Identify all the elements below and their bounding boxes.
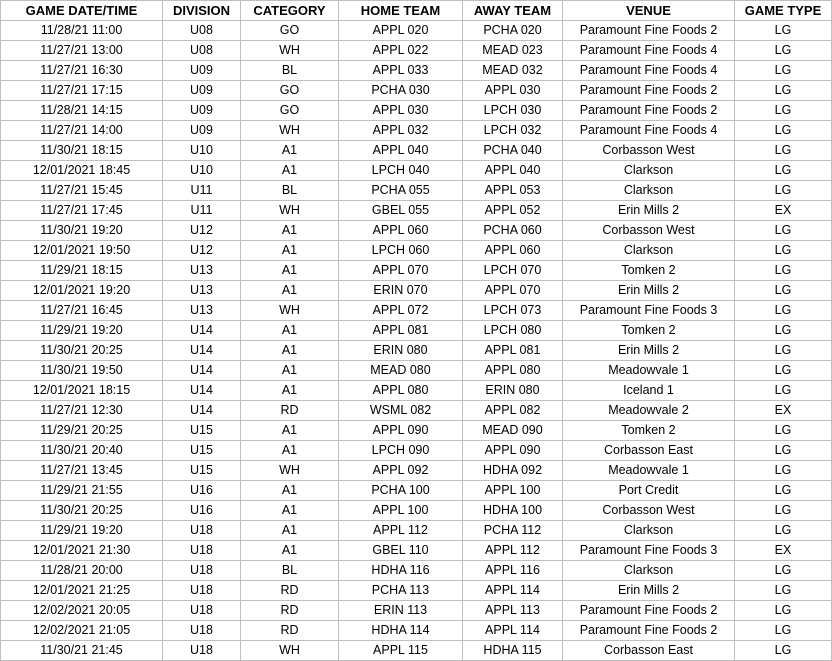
cell-away-team: APPL 052 [463,201,563,221]
column-header-away-team: AWAY TEAM [463,1,563,21]
cell-division: U16 [163,481,241,501]
cell-venue: Iceland 1 [563,381,735,401]
cell-venue: Corbasson East [563,441,735,461]
cell-venue: Paramount Fine Foods 4 [563,61,735,81]
cell-game-date-time: 12/01/2021 18:15 [1,381,163,401]
cell-home-team: APPL 060 [339,221,463,241]
cell-away-team: LPCH 070 [463,261,563,281]
cell-away-team: APPL 030 [463,81,563,101]
table-row [1,41,832,61]
table-row [1,81,832,101]
cell-division: U13 [163,301,241,321]
cell-venue: Corbasson West [563,221,735,241]
table-row [1,481,832,501]
cell-division: U16 [163,501,241,521]
cell-venue: Paramount Fine Foods 3 [563,301,735,321]
cell-home-team: APPL 112 [339,521,463,541]
cell-away-team: APPL 040 [463,161,563,181]
cell-division: U09 [163,61,241,81]
table-row [1,261,832,281]
cell-game-date-time: 11/30/21 20:25 [1,341,163,361]
cell-division: U11 [163,181,241,201]
cell-away-team: APPL 112 [463,541,563,561]
cell-home-team: APPL 090 [339,421,463,441]
table-row [1,21,832,41]
cell-game-date-time: 11/29/21 19:20 [1,321,163,341]
cell-category: A1 [241,481,339,501]
cell-home-team: MEAD 080 [339,361,463,381]
cell-category: RD [241,601,339,621]
cell-away-team: APPL 116 [463,561,563,581]
cell-game-type: LG [735,321,832,341]
cell-game-type: LG [735,561,832,581]
table-row [1,601,832,621]
cell-home-team: PCHA 113 [339,581,463,601]
cell-game-type: LG [735,81,832,101]
cell-game-date-time: 11/30/21 19:50 [1,361,163,381]
cell-venue: Corbasson East [563,641,735,661]
cell-game-date-time: 12/01/2021 19:20 [1,281,163,301]
cell-game-type: LG [735,261,832,281]
table-row [1,241,832,261]
column-header-venue: VENUE [563,1,735,21]
cell-home-team: APPL 032 [339,121,463,141]
table-row [1,141,832,161]
cell-game-type: LG [735,121,832,141]
cell-category: A1 [241,521,339,541]
cell-game-type: LG [735,21,832,41]
cell-home-team: LPCH 090 [339,441,463,461]
cell-game-type: LG [735,601,832,621]
cell-category: WH [241,41,339,61]
cell-game-type: LG [735,521,832,541]
table-body [1,21,832,661]
table-row [1,541,832,561]
cell-category: GO [241,101,339,121]
cell-home-team: PCHA 055 [339,181,463,201]
cell-game-date-time: 11/29/21 18:15 [1,261,163,281]
cell-venue: Tomken 2 [563,261,735,281]
cell-away-team: APPL 082 [463,401,563,421]
cell-division: U08 [163,41,241,61]
cell-home-team: LPCH 060 [339,241,463,261]
cell-category: RD [241,621,339,641]
table-row [1,61,832,81]
cell-game-date-time: 11/29/21 21:55 [1,481,163,501]
cell-venue: Paramount Fine Foods 2 [563,101,735,121]
cell-game-date-time: 12/01/2021 19:50 [1,241,163,261]
cell-game-date-time: 11/30/21 19:20 [1,221,163,241]
cell-game-date-time: 11/29/21 20:25 [1,421,163,441]
cell-away-team: PCHA 060 [463,221,563,241]
cell-category: GO [241,81,339,101]
cell-category: A1 [241,501,339,521]
cell-venue: Clarkson [563,521,735,541]
column-header-game-date-time: GAME DATE/TIME [1,1,163,21]
cell-game-date-time: 11/27/21 12:30 [1,401,163,421]
cell-away-team: LPCH 032 [463,121,563,141]
cell-home-team: WSML 082 [339,401,463,421]
cell-away-team: APPL 060 [463,241,563,261]
table-row [1,341,832,361]
cell-division: U08 [163,21,241,41]
cell-division: U09 [163,81,241,101]
cell-division: U11 [163,201,241,221]
table-row [1,221,832,241]
cell-division: U14 [163,321,241,341]
cell-game-date-time: 11/30/21 20:40 [1,441,163,461]
cell-division: U15 [163,461,241,481]
cell-venue: Erin Mills 2 [563,341,735,361]
cell-game-date-time: 11/27/21 17:45 [1,201,163,221]
table-row [1,161,832,181]
cell-away-team: APPL 070 [463,281,563,301]
cell-venue: Paramount Fine Foods 3 [563,541,735,561]
cell-game-date-time: 11/30/21 18:15 [1,141,163,161]
table-row [1,501,832,521]
cell-venue: Clarkson [563,161,735,181]
cell-away-team: LPCH 030 [463,101,563,121]
cell-game-type: LG [735,381,832,401]
cell-venue: Meadowvale 1 [563,361,735,381]
table-row [1,101,832,121]
cell-category: A1 [241,321,339,341]
cell-game-type: LG [735,641,832,661]
cell-away-team: HDHA 092 [463,461,563,481]
cell-venue: Clarkson [563,181,735,201]
cell-game-date-time: 12/01/2021 21:30 [1,541,163,561]
table-row [1,321,832,341]
cell-home-team: APPL 092 [339,461,463,481]
cell-division: U18 [163,601,241,621]
cell-category: A1 [241,141,339,161]
cell-game-date-time: 11/28/21 14:15 [1,101,163,121]
cell-category: A1 [241,221,339,241]
cell-game-type: EX [735,541,832,561]
cell-category: BL [241,561,339,581]
cell-category: WH [241,641,339,661]
cell-home-team: APPL 115 [339,641,463,661]
cell-category: A1 [241,241,339,261]
cell-game-date-time: 12/01/2021 18:45 [1,161,163,181]
cell-division: U12 [163,241,241,261]
cell-game-type: LG [735,221,832,241]
cell-away-team: PCHA 112 [463,521,563,541]
cell-away-team: MEAD 023 [463,41,563,61]
cell-division: U18 [163,561,241,581]
cell-home-team: APPL 020 [339,21,463,41]
cell-away-team: LPCH 080 [463,321,563,341]
cell-away-team: MEAD 032 [463,61,563,81]
table-row [1,461,832,481]
cell-game-type: LG [735,341,832,361]
cell-game-type: LG [735,481,832,501]
cell-game-date-time: 11/27/21 13:00 [1,41,163,61]
cell-game-type: LG [735,461,832,481]
cell-home-team: APPL 100 [339,501,463,521]
table-row [1,301,832,321]
cell-home-team: HDHA 114 [339,621,463,641]
table-row [1,361,832,381]
cell-division: U18 [163,641,241,661]
cell-division: U14 [163,341,241,361]
table-row [1,561,832,581]
cell-away-team: LPCH 073 [463,301,563,321]
cell-game-type: LG [735,61,832,81]
cell-venue: Paramount Fine Foods 2 [563,81,735,101]
cell-category: A1 [241,161,339,181]
cell-venue: Erin Mills 2 [563,281,735,301]
cell-category: A1 [241,541,339,561]
column-header-category: CATEGORY [241,1,339,21]
cell-division: U18 [163,581,241,601]
cell-venue: Erin Mills 2 [563,581,735,601]
cell-away-team: HDHA 100 [463,501,563,521]
cell-game-date-time: 11/30/21 20:25 [1,501,163,521]
cell-venue: Meadowvale 2 [563,401,735,421]
cell-venue: Corbasson West [563,501,735,521]
cell-category: BL [241,61,339,81]
cell-division: U15 [163,441,241,461]
cell-game-type: LG [735,101,832,121]
cell-game-date-time: 11/27/21 15:45 [1,181,163,201]
cell-game-type: LG [735,281,832,301]
cell-game-type: LG [735,621,832,641]
table-row [1,181,832,201]
cell-home-team: ERIN 070 [339,281,463,301]
cell-venue: Paramount Fine Foods 4 [563,41,735,61]
cell-away-team: APPL 114 [463,621,563,641]
cell-away-team: MEAD 090 [463,421,563,441]
cell-game-date-time: 11/28/21 11:00 [1,21,163,41]
cell-division: U09 [163,121,241,141]
cell-game-type: LG [735,161,832,181]
cell-home-team: PCHA 100 [339,481,463,501]
cell-home-team: PCHA 030 [339,81,463,101]
cell-venue: Erin Mills 2 [563,201,735,221]
cell-division: U13 [163,261,241,281]
cell-venue: Tomken 2 [563,421,735,441]
cell-game-date-time: 11/27/21 13:45 [1,461,163,481]
table-row [1,381,832,401]
cell-venue: Corbasson West [563,141,735,161]
cell-division: U10 [163,141,241,161]
cell-category: RD [241,581,339,601]
cell-division: U13 [163,281,241,301]
table-row [1,621,832,641]
cell-category: A1 [241,381,339,401]
cell-category: WH [241,301,339,321]
cell-game-date-time: 12/01/2021 21:25 [1,581,163,601]
table-row [1,421,832,441]
cell-game-date-time: 11/28/21 20:00 [1,561,163,581]
cell-away-team: APPL 081 [463,341,563,361]
cell-game-type: EX [735,401,832,421]
cell-category: A1 [241,261,339,281]
cell-home-team: APPL 022 [339,41,463,61]
cell-division: U09 [163,101,241,121]
cell-category: RD [241,401,339,421]
cell-venue: Clarkson [563,561,735,581]
cell-venue: Tomken 2 [563,321,735,341]
cell-away-team: APPL 090 [463,441,563,461]
cell-game-date-time: 11/27/21 16:30 [1,61,163,81]
cell-game-type: LG [735,441,832,461]
cell-category: WH [241,121,339,141]
column-header-home-team: HOME TEAM [339,1,463,21]
cell-home-team: APPL 081 [339,321,463,341]
column-header-division: DIVISION [163,1,241,21]
cell-home-team: APPL 030 [339,101,463,121]
cell-home-team: APPL 040 [339,141,463,161]
cell-game-type: EX [735,201,832,221]
cell-division: U14 [163,381,241,401]
cell-game-date-time: 11/27/21 17:15 [1,81,163,101]
cell-home-team: ERIN 113 [339,601,463,621]
cell-away-team: ERIN 080 [463,381,563,401]
cell-away-team: PCHA 020 [463,21,563,41]
cell-category: A1 [241,281,339,301]
cell-venue: Clarkson [563,241,735,261]
cell-division: U15 [163,421,241,441]
cell-game-date-time: 11/29/21 19:20 [1,521,163,541]
table-row [1,521,832,541]
cell-category: A1 [241,361,339,381]
cell-category: A1 [241,421,339,441]
cell-home-team: APPL 033 [339,61,463,81]
cell-venue: Paramount Fine Foods 2 [563,21,735,41]
cell-venue: Port Credit [563,481,735,501]
table-row [1,121,832,141]
cell-venue: Paramount Fine Foods 4 [563,121,735,141]
cell-division: U10 [163,161,241,181]
cell-home-team: APPL 070 [339,261,463,281]
cell-game-type: LG [735,301,832,321]
table-row [1,441,832,461]
cell-away-team: APPL 080 [463,361,563,381]
cell-home-team: GBEL 110 [339,541,463,561]
cell-home-team: GBEL 055 [339,201,463,221]
cell-home-team: ERIN 080 [339,341,463,361]
cell-home-team: APPL 072 [339,301,463,321]
cell-category: BL [241,181,339,201]
cell-home-team: HDHA 116 [339,561,463,581]
table-row [1,281,832,301]
cell-division: U12 [163,221,241,241]
cell-away-team: APPL 114 [463,581,563,601]
cell-away-team: APPL 100 [463,481,563,501]
cell-category: A1 [241,341,339,361]
cell-away-team: PCHA 040 [463,141,563,161]
cell-game-type: LG [735,41,832,61]
header-row [1,1,832,21]
cell-division: U18 [163,541,241,561]
cell-category: A1 [241,441,339,461]
cell-game-date-time: 12/02/2021 21:05 [1,621,163,641]
cell-division: U14 [163,401,241,421]
cell-game-type: LG [735,181,832,201]
cell-game-type: LG [735,421,832,441]
cell-away-team: HDHA 115 [463,641,563,661]
cell-category: WH [241,201,339,221]
column-header-game-type: GAME TYPE [735,1,832,21]
cell-venue: Paramount Fine Foods 2 [563,601,735,621]
cell-game-type: LG [735,241,832,261]
cell-venue: Paramount Fine Foods 2 [563,621,735,641]
cell-game-date-time: 11/30/21 21:45 [1,641,163,661]
cell-game-type: LG [735,141,832,161]
cell-division: U14 [163,361,241,381]
table-row [1,201,832,221]
cell-game-type: LG [735,501,832,521]
cell-category: WH [241,461,339,481]
cell-division: U18 [163,621,241,641]
cell-division: U18 [163,521,241,541]
cell-game-type: LG [735,361,832,381]
cell-game-date-time: 12/02/2021 20:05 [1,601,163,621]
cell-game-date-time: 11/27/21 16:45 [1,301,163,321]
table-row [1,581,832,601]
cell-game-date-time: 11/27/21 14:00 [1,121,163,141]
cell-home-team: APPL 080 [339,381,463,401]
cell-away-team: APPL 113 [463,601,563,621]
cell-home-team: LPCH 040 [339,161,463,181]
cell-category: GO [241,21,339,41]
cell-away-team: APPL 053 [463,181,563,201]
table-row [1,401,832,421]
cell-venue: Meadowvale 1 [563,461,735,481]
table-row [1,641,832,661]
cell-game-type: LG [735,581,832,601]
